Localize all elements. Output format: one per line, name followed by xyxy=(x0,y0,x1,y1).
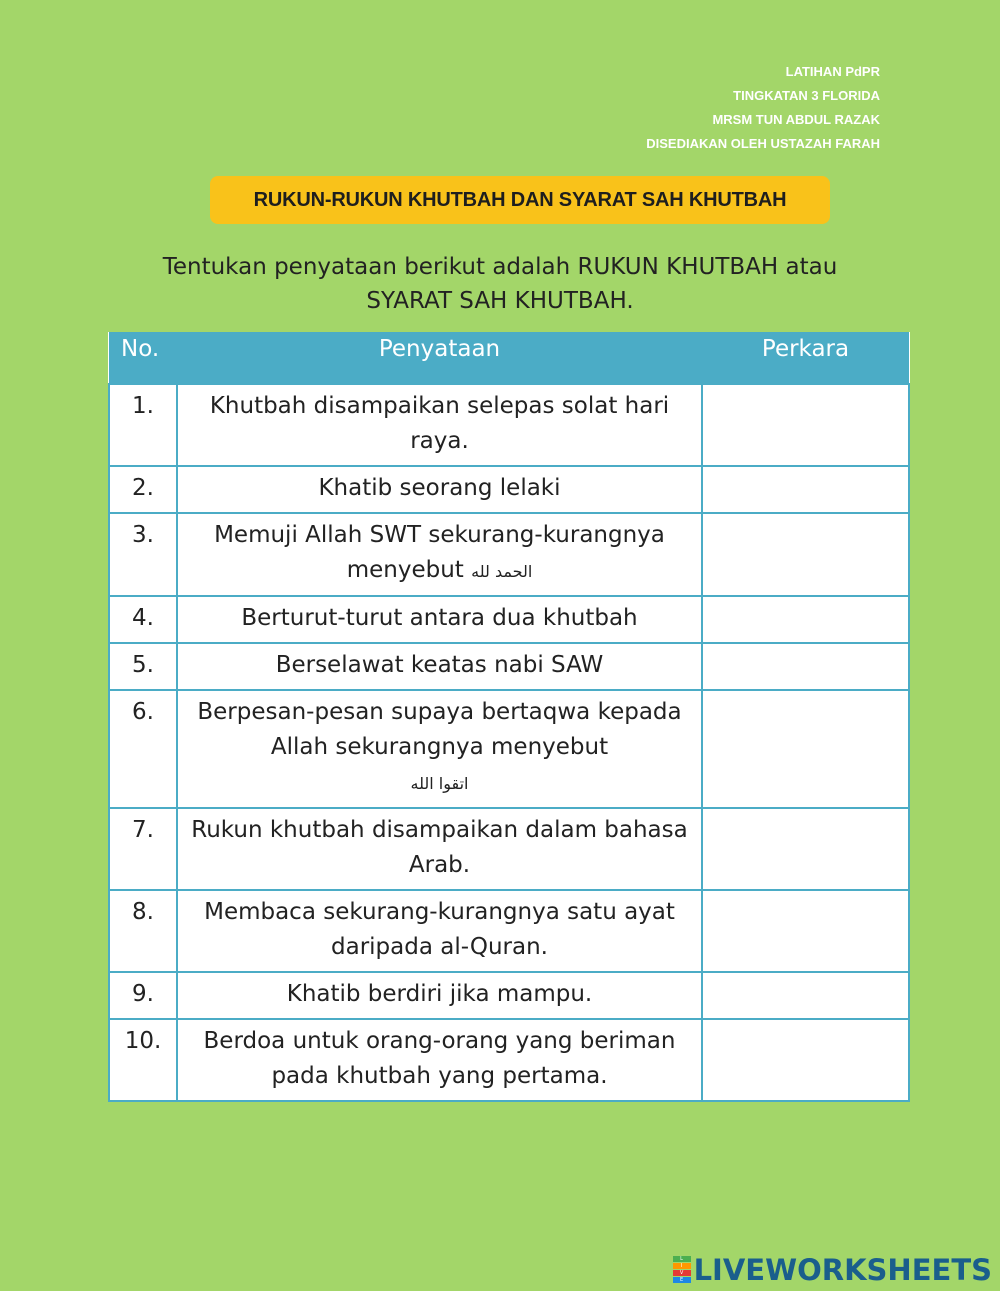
statement-arabic: الحمد لله xyxy=(471,562,533,581)
statement-text: Khatib seorang lelaki xyxy=(318,475,561,501)
answer-cell[interactable] xyxy=(702,466,909,513)
table-row xyxy=(109,808,909,890)
row-statement xyxy=(177,643,702,690)
header-category: Perkara xyxy=(702,332,909,384)
row-number: 2. xyxy=(109,466,177,513)
instruction-line-1: Tentukan penyataan berikut adalah RUKUN KHUTBAH atau xyxy=(162,254,838,280)
answer-cell[interactable] xyxy=(702,643,909,690)
liveworksheets-logo xyxy=(673,1253,992,1287)
row-number: 8. xyxy=(109,890,177,972)
answer-cell[interactable] xyxy=(702,596,909,643)
table-row xyxy=(109,643,909,690)
table-row xyxy=(109,972,909,1019)
row-number: 1. xyxy=(109,384,177,466)
row-statement xyxy=(177,808,702,890)
logo-block-e: E xyxy=(673,1277,691,1283)
answer-cell[interactable] xyxy=(702,890,909,972)
row-statement xyxy=(177,1019,702,1101)
logo-block-i: I xyxy=(673,1263,691,1269)
page-title: RUKUN-RUKUN KHUTBAH DAN SYARAT SAH KHUTBAH xyxy=(210,176,830,224)
row-number: 9. xyxy=(109,972,177,1019)
answer-cell[interactable] xyxy=(702,1019,909,1101)
row-number: 4. xyxy=(109,596,177,643)
table-header-row xyxy=(109,332,909,384)
row-number: 3. xyxy=(109,513,177,596)
row-statement xyxy=(177,596,702,643)
answer-cell[interactable] xyxy=(702,808,909,890)
statement-text: Berdoa untuk orang-orang yang beriman pada khutbah yang pertama. xyxy=(203,1028,676,1089)
header-line-author: DISEDIAKAN OLEH USTAZAH FARAH xyxy=(646,136,880,151)
row-statement xyxy=(177,513,702,596)
statement-text: Membaca sekurang-kurangnya satu ayat daripada al-Quran. xyxy=(204,899,675,960)
table-row xyxy=(109,690,909,808)
table-row xyxy=(109,596,909,643)
row-statement xyxy=(177,466,702,513)
row-statement xyxy=(177,690,702,808)
table-row xyxy=(109,466,909,513)
table-row xyxy=(109,513,909,596)
worksheet-table xyxy=(108,332,910,1102)
logo-icon xyxy=(673,1256,691,1284)
table-row xyxy=(109,1019,909,1101)
statement-text: Berpesan-pesan supaya bertaqwa kepada Allah sekurangnya menyebut xyxy=(197,699,682,760)
logo-block-l: L xyxy=(673,1256,691,1262)
table-row xyxy=(109,890,909,972)
answer-cell[interactable] xyxy=(702,384,909,466)
header-line-class: TINGKATAN 3 FLORIDA xyxy=(733,88,880,103)
logo-text: LIVEWORKSHEETS xyxy=(693,1253,992,1287)
header-no: No. xyxy=(109,332,177,384)
statement-text: Berturut-turut antara dua khutbah xyxy=(241,605,638,631)
header-statement: Penyataan xyxy=(177,332,702,384)
row-number: 7. xyxy=(109,808,177,890)
table-row xyxy=(109,384,909,466)
answer-cell[interactable] xyxy=(702,972,909,1019)
logo-block-v: V xyxy=(673,1270,691,1276)
answer-cell[interactable] xyxy=(702,690,909,808)
row-number: 5. xyxy=(109,643,177,690)
statement-arabic: اتقوا الله xyxy=(410,774,469,793)
row-statement xyxy=(177,890,702,972)
row-number: 6. xyxy=(109,690,177,808)
statement-text: Khatib berdiri jika mampu. xyxy=(286,981,593,1007)
header-line-exercise: LATIHAN PdPR xyxy=(785,64,880,79)
answer-cell[interactable] xyxy=(702,513,909,596)
statement-text: Khutbah disampaikan selepas solat hari raya. xyxy=(209,393,670,454)
row-number: 10. xyxy=(109,1019,177,1101)
statement-text: Rukun khutbah disampaikan dalam bahasa Arab. xyxy=(191,817,688,878)
row-statement xyxy=(177,972,702,1019)
row-statement xyxy=(177,384,702,466)
header-line-school: MRSM TUN ABDUL RAZAK xyxy=(712,112,880,127)
header-info xyxy=(646,60,880,156)
statement-text: Memuji Allah SWT sekurang-kurangnya menyebut xyxy=(214,522,665,583)
instruction-text xyxy=(100,250,900,318)
instruction-line-2: SYARAT SAH KHUTBAH. xyxy=(366,288,634,314)
statement-text: Berselawat keatas nabi SAW xyxy=(275,652,604,678)
